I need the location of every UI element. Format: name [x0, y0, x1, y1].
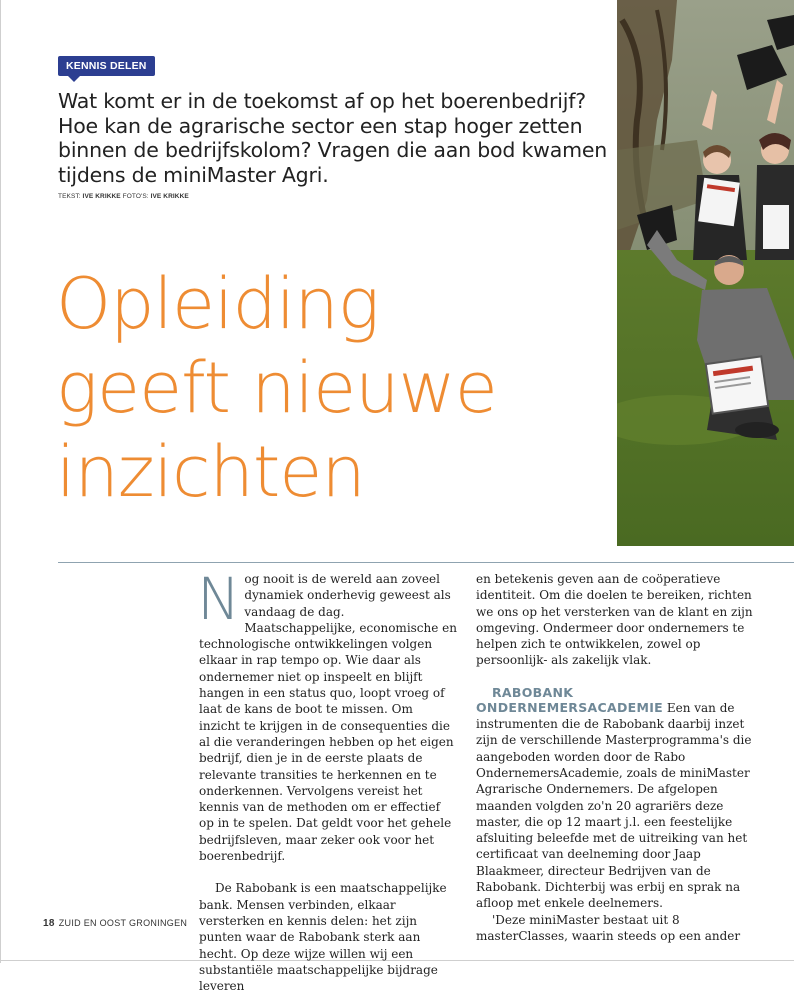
credits-photo-label: FOTO'S: [122, 193, 149, 200]
credits [58, 193, 189, 200]
article-paragraph-1-text: og nooit is de wereld aan zoveel dynamiek onderhevig geweest als vandaag de dag. Maatschappelijke, economische en technologische ontwikkelingen volgen elkaar in rap tempo op. Wie daar als ondernemer niet op inspeelt en blijft hangen in een status quo, loopt vroeg of laat de kans de boot te missen. Om inzicht te krijgen in de consequenties die al die veranderingen hebben op het eigen bedrijf, dien je in de eerste plaats de relevante transities te herkennen en te onderkennen. Vervolgens vereist het kennis van de methoden om er effectief op in te spelen. Dat geldt voor het gehele bedrijfsleven, maar zeker ook voor het boerenbedrijf. [199, 572, 458, 864]
section-divider [58, 562, 794, 563]
subhead-line-1: RABOBANK [492, 684, 574, 700]
headline-line-3: inzichten [56, 431, 365, 513]
credits-photo-author: IVE KRIKKE [150, 193, 189, 200]
graduation-photo [617, 0, 794, 546]
article-paragraph-1 [197, 565, 458, 864]
subhead-line-2: ONDERNEMERSACADEMIE [476, 699, 663, 715]
page-frame-left [0, 0, 1, 963]
page-footer [43, 918, 187, 929]
article-paragraph-5: 'Deze miniMaster bestaat uit 8 masterClasses, waarin steeds op een ander [476, 912, 741, 943]
article-paragraph-4-text: Een van de instrumenten die de Rabobank daarbij inzet zijn de verschillende Masterprogramma's die aangeboden worden door de Rabo OndernemersAcademie, zoals de miniMaster Agrarische Ondernemers. De afgelopen maanden volgden zo'n 20 agrariërs deze master, die op 12 maart j.l. een feestelijke afsluiting beleefde met de uitreiking van het certificaat van deelneming door Jaap Blaakmeer, directeur Bedrijven van de Rabobank. Dichterbij was erbij en sprak na afloop met enkele deelnemers. [476, 700, 752, 911]
credits-text-label: TEKST: [58, 193, 81, 200]
badge-pointer [68, 76, 80, 82]
article-column-2 [476, 571, 768, 944]
headline-line-1: Opleiding [56, 263, 379, 345]
article-paragraph-2: De Rabobank is een maatschappelijke bank. Mensen verbinden, elkaar versterken en kennis delen: het zijn punten waar de Rabobank sterk aan hecht. Op deze wijze willen wij een substantiële maatschappelijke bijdrage leveren [199, 881, 447, 994]
credits-text-author: IVE KRIKKE [82, 193, 121, 200]
drop-cap: N [197, 565, 241, 633]
footer-section: ZUID EN OOST GRONINGEN [58, 918, 188, 928]
section-badge: KENNIS DELEN [58, 56, 155, 76]
headline-line-2: geeft nieuwe [56, 347, 497, 429]
intro-text: Wat komt er in de toekomst af op het boerenbedrijf? Hoe kan de agrarische sector een stap hoger zetten binnen de bedrijfskolom? Vragen die aan bod kwamen tijdens de miniMaster Agri. [58, 89, 608, 187]
headline [56, 262, 616, 514]
page-number: 18 [43, 918, 55, 929]
graduation-photo-illustration [617, 0, 794, 546]
article-paragraph-4 [476, 685, 768, 912]
article-paragraph-3: en betekenis geven aan de coöperatieve identiteit. Om die doelen te bereiken, richten we ons op het versterken van de klant en zijn omgeving. Ondermeer door ondernemers te helpen zich te ontwikkelen, zowel op persoonlijk- als zakelijk vlak. [476, 572, 753, 668]
article-column-1 [197, 565, 458, 994]
